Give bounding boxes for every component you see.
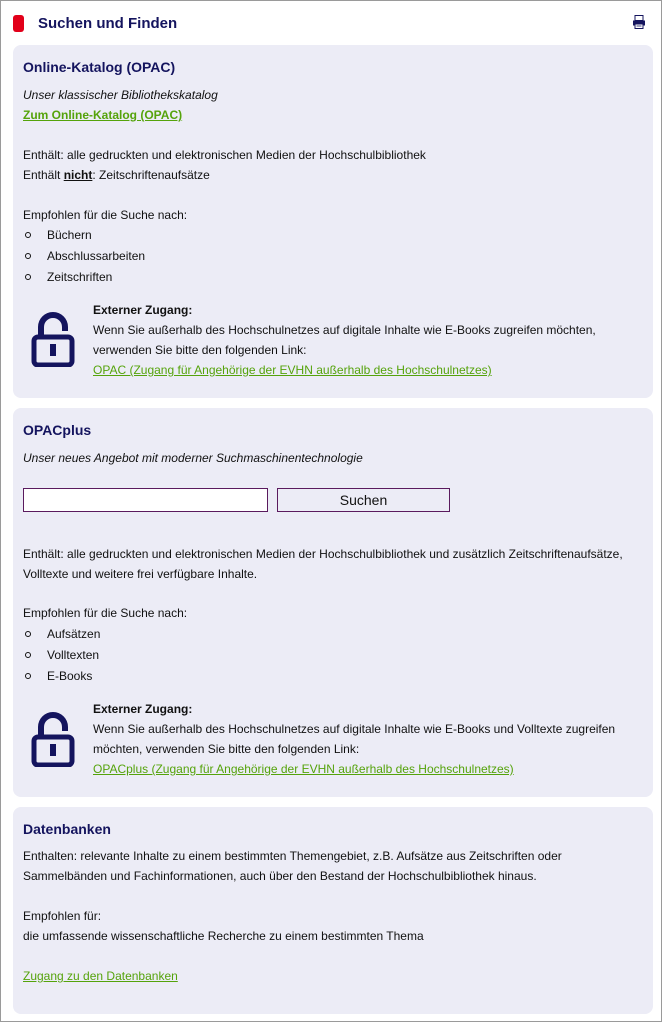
opac-contains: Enthält: alle gedruckten und elektronischen Medien der Hochschulbibliothek: [23, 148, 426, 162]
list-item-label: Büchern: [47, 228, 92, 242]
list-item-label: E-Books: [47, 669, 93, 683]
datenbanken-recommended-text: die umfassende wissenschaftliche Recherche zu einem bestimmten Thema: [23, 929, 424, 943]
panel-title: Suchen und Finden: [38, 15, 178, 32]
list-item-label: Abschlussarbeiten: [47, 249, 146, 263]
list-item-label: Volltexten: [47, 648, 100, 662]
opac-catalog-link[interactable]: Zum Online-Katalog (OPAC): [23, 108, 183, 122]
lock-icon: [31, 711, 75, 767]
datenbanken-text-1: Enthalten: relevante Inhalte zu einem bestimmten Themengebiet, z.B. Aufsätze aus Zeitschriften oder: [23, 849, 562, 863]
opac-external-text-2: verwenden Sie bitte den folgenden Link:: [93, 343, 307, 357]
opac-not-emphasis: nicht: [63, 168, 93, 182]
opac-subtitle: Unser klassischer Bibliothekskatalog: [23, 88, 218, 102]
opac-title: Online-Katalog (OPAC): [23, 59, 176, 75]
panel-header: [2, 2, 660, 42]
opacplus-external-title: Externer Zugang:: [93, 702, 193, 716]
datenbanken-link[interactable]: Zugang zu den Datenbanken: [23, 969, 178, 983]
list-item-label: Aufsätzen: [47, 627, 101, 641]
lock-icon: [31, 311, 75, 367]
opac-external-title: Externer Zugang:: [93, 303, 193, 317]
printer-icon[interactable]: [632, 15, 646, 29]
opacplus-external-link[interactable]: OPACplus (Zugang für Angehörige der EVHN außerhalb des Hochschulnetzes): [93, 762, 514, 776]
list-item-label: Zeitschriften: [47, 270, 113, 284]
opac-not-contains: [23, 165, 210, 185]
opacplus-recommended-label: Empfohlen für die Suche nach:: [23, 606, 188, 620]
opacplus-external-text-1: Wenn Sie außerhalb des Hochschulnetzes auf digitale Inhalte wie E-Books und Volltexte zugreifen: [93, 722, 616, 736]
opacplus-title: OPACplus: [23, 422, 92, 438]
opacplus-contains-1: Enthält: alle gedruckten und elektronischen Medien der Hochschulbibliothek und zusätzlich Zeitschriftenaufsätze,: [23, 547, 623, 561]
opac-not-contains-prefix: Enthält: [23, 168, 64, 182]
datenbanken-card: [13, 807, 653, 1014]
opac-external-text-1: Wenn Sie außerhalb des Hochschulnetzes auf digitale Inhalte wie E-Books zugreifen möchten,: [93, 323, 596, 337]
datenbanken-recommended-label: Empfohlen für:: [23, 909, 102, 923]
opac-recommended-label: Empfohlen für die Suche nach:: [23, 208, 188, 222]
datenbanken-title: Datenbanken: [23, 821, 111, 837]
opac-external-link[interactable]: OPAC (Zugang für Angehörige der EVHN außerhalb des Hochschulnetzes): [93, 363, 492, 377]
opac-card: [13, 45, 653, 398]
header-marker: [13, 15, 24, 32]
opacplus-search-input[interactable]: [23, 488, 268, 512]
opacplus-card: [13, 408, 653, 797]
search-button[interactable]: Suchen: [277, 488, 450, 512]
datenbanken-text-2: Sammelbänden und Fachinformationen, auch über den Bestand der Hochschulbibliothek hinaus.: [23, 869, 537, 883]
opac-not-contains-suffix: : Zeitschriftenaufsätze: [92, 168, 210, 182]
opacplus-subtitle: Unser neues Angebot mit moderner Suchmaschinentechnologie: [23, 451, 363, 465]
opacplus-external-text-2: möchten, verwenden Sie bitte den folgenden Link:: [93, 742, 360, 756]
opacplus-contains-2: Volltexte und weitere frei verfügbare Inhalte.: [23, 567, 258, 581]
